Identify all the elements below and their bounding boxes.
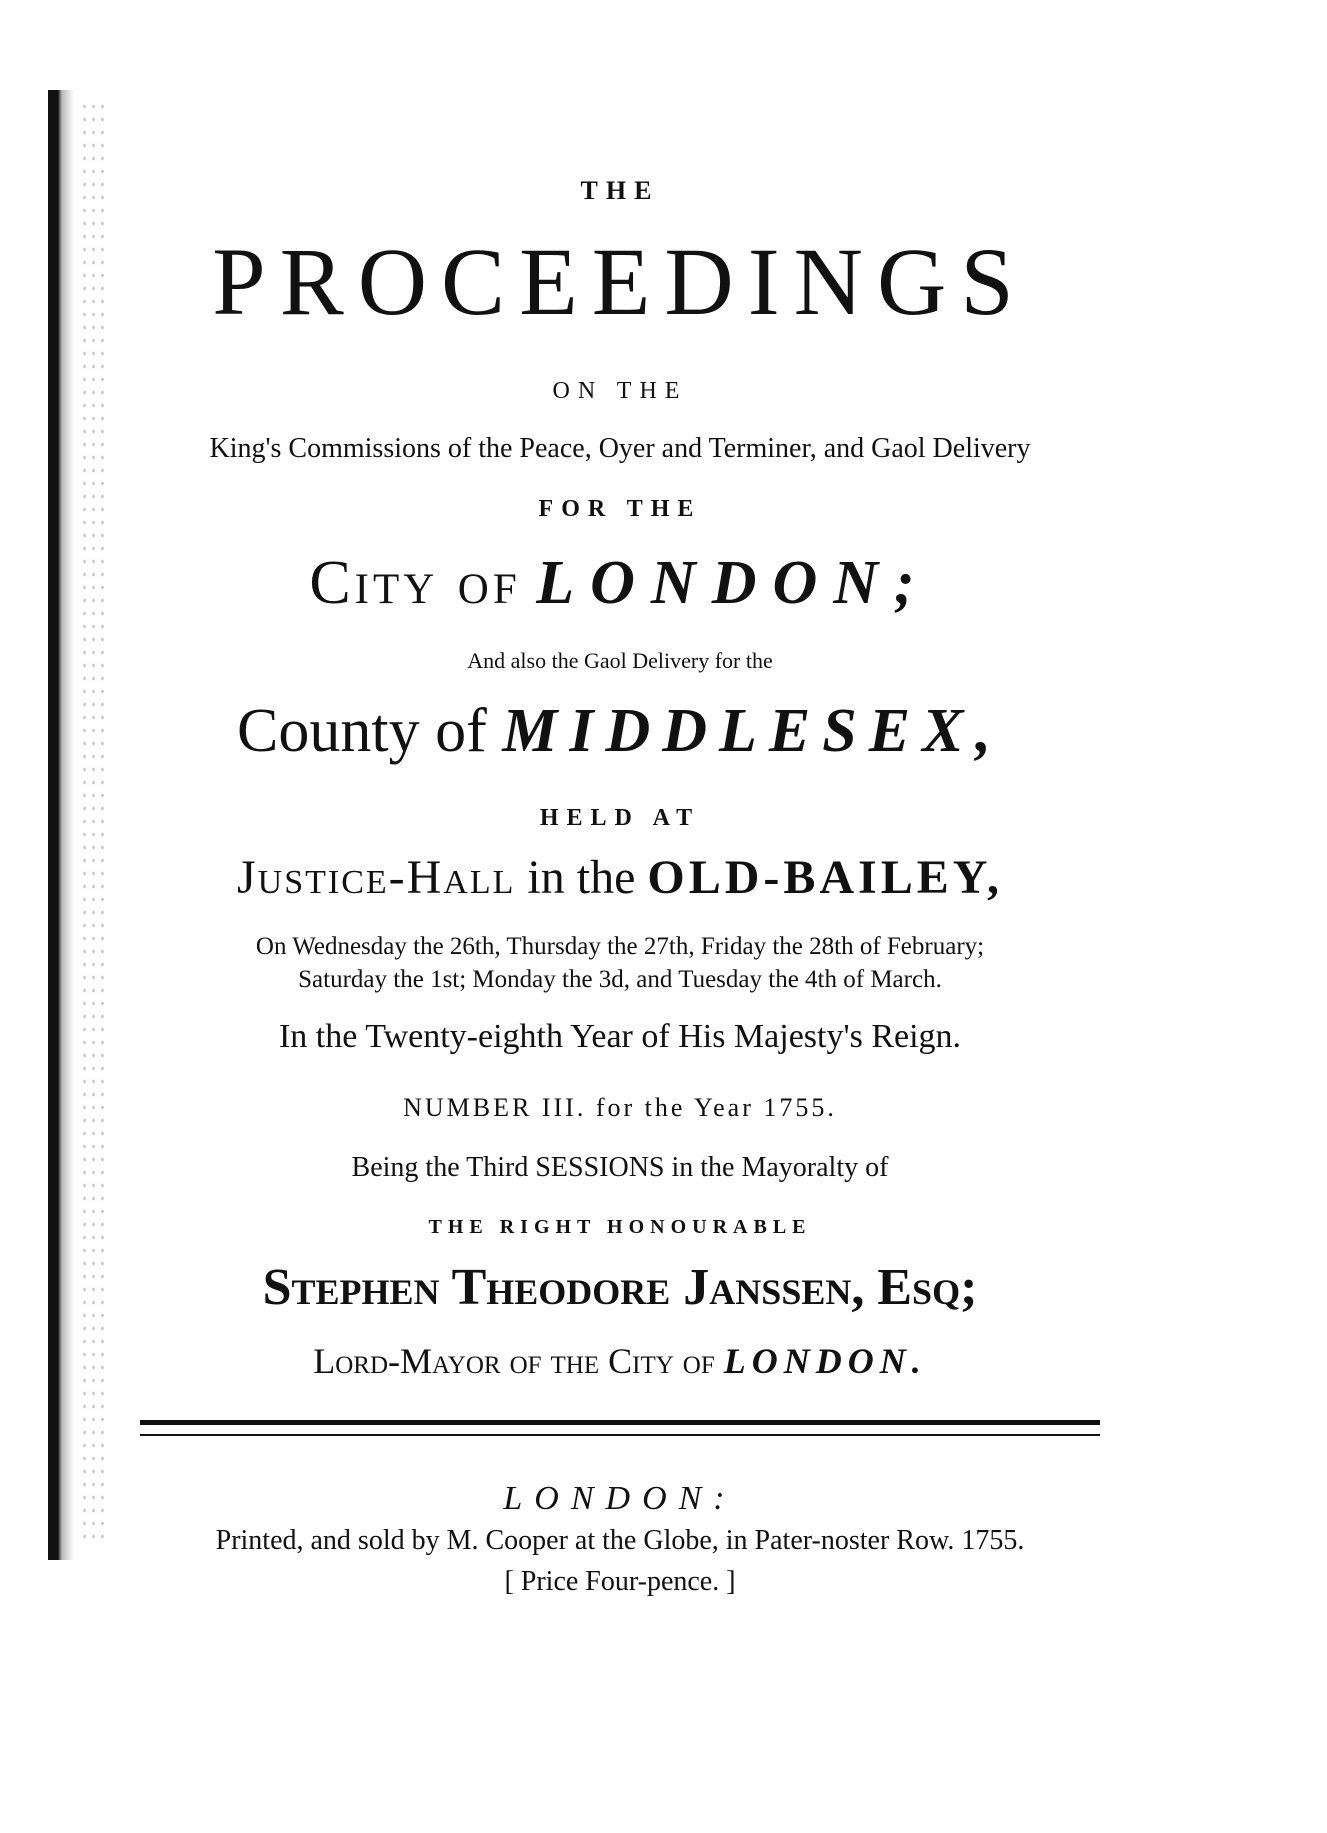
- london-city-label: LONDON.: [723, 1341, 927, 1381]
- reign-line: In the Twenty-eighth Year of His Majesty's Reign.: [278, 1018, 962, 1055]
- divider-rule-thin: [140, 1434, 1100, 1436]
- imprint-place: LONDON:: [503, 1480, 737, 1517]
- heading-proceedings: PROCEEDINGS: [212, 228, 1028, 335]
- city-of-label: City of: [309, 549, 521, 617]
- london-label: LONDON;: [536, 549, 931, 617]
- city-of-london: [140, 548, 1100, 618]
- imprint-line: Printed, and sold by M. Cooper at the Globe, in Pater-noster Row. 1755.: [215, 1525, 1025, 1556]
- lord-mayor-name: Stephen Theodore Janssen, Esq;: [262, 1259, 978, 1316]
- lord-mayor-label: Lord-Mayor of the City of: [313, 1341, 715, 1381]
- heading-for-the: FOR THE: [538, 496, 702, 522]
- price-line: [ Price Four-pence. ]: [504, 1566, 736, 1597]
- county-of-middlesex: [140, 696, 1100, 766]
- middlesex-label: MIDDLESEX,: [502, 697, 1003, 765]
- county-of-label: County of: [237, 697, 487, 765]
- heading-on-the: ON THE: [552, 378, 688, 404]
- justice-hall-line: [140, 850, 1100, 906]
- old-bailey-label: OLD-BAILEY,: [647, 851, 1004, 904]
- session-dates-line-1: On Wednesday the 26th, Thursday the 27th, Friday the 28th of February;: [255, 933, 985, 960]
- commissions-line: King's Commissions of the Peace, Oyer and Terminer, and Gaol Delivery: [209, 433, 1031, 464]
- number-line: NUMBER III. for the Year 1755.: [403, 1093, 837, 1122]
- gaol-delivery-line: And also the Gaol Delivery for the: [467, 648, 773, 673]
- lord-mayor-title: [140, 1340, 1100, 1382]
- heading-held-at: HELD AT: [539, 805, 701, 831]
- session-dates-line-2: Saturday the 1st; Monday the 3d, and Tuesday the 4th of March.: [298, 966, 942, 993]
- page-binding-edge: [48, 90, 74, 1560]
- heading-the: THE: [580, 176, 660, 205]
- divider-rule-thick: [140, 1420, 1100, 1425]
- justice-hall-label: Justice-Hall: [236, 851, 516, 904]
- in-the-label: in the: [527, 851, 636, 904]
- sessions-mayoralty-line: Being the Third SESSIONS in the Mayoralty of: [351, 1152, 889, 1183]
- binding-specks: [80, 100, 110, 1540]
- right-honourable-line: THE RIGHT HONOURABLE: [428, 1216, 812, 1238]
